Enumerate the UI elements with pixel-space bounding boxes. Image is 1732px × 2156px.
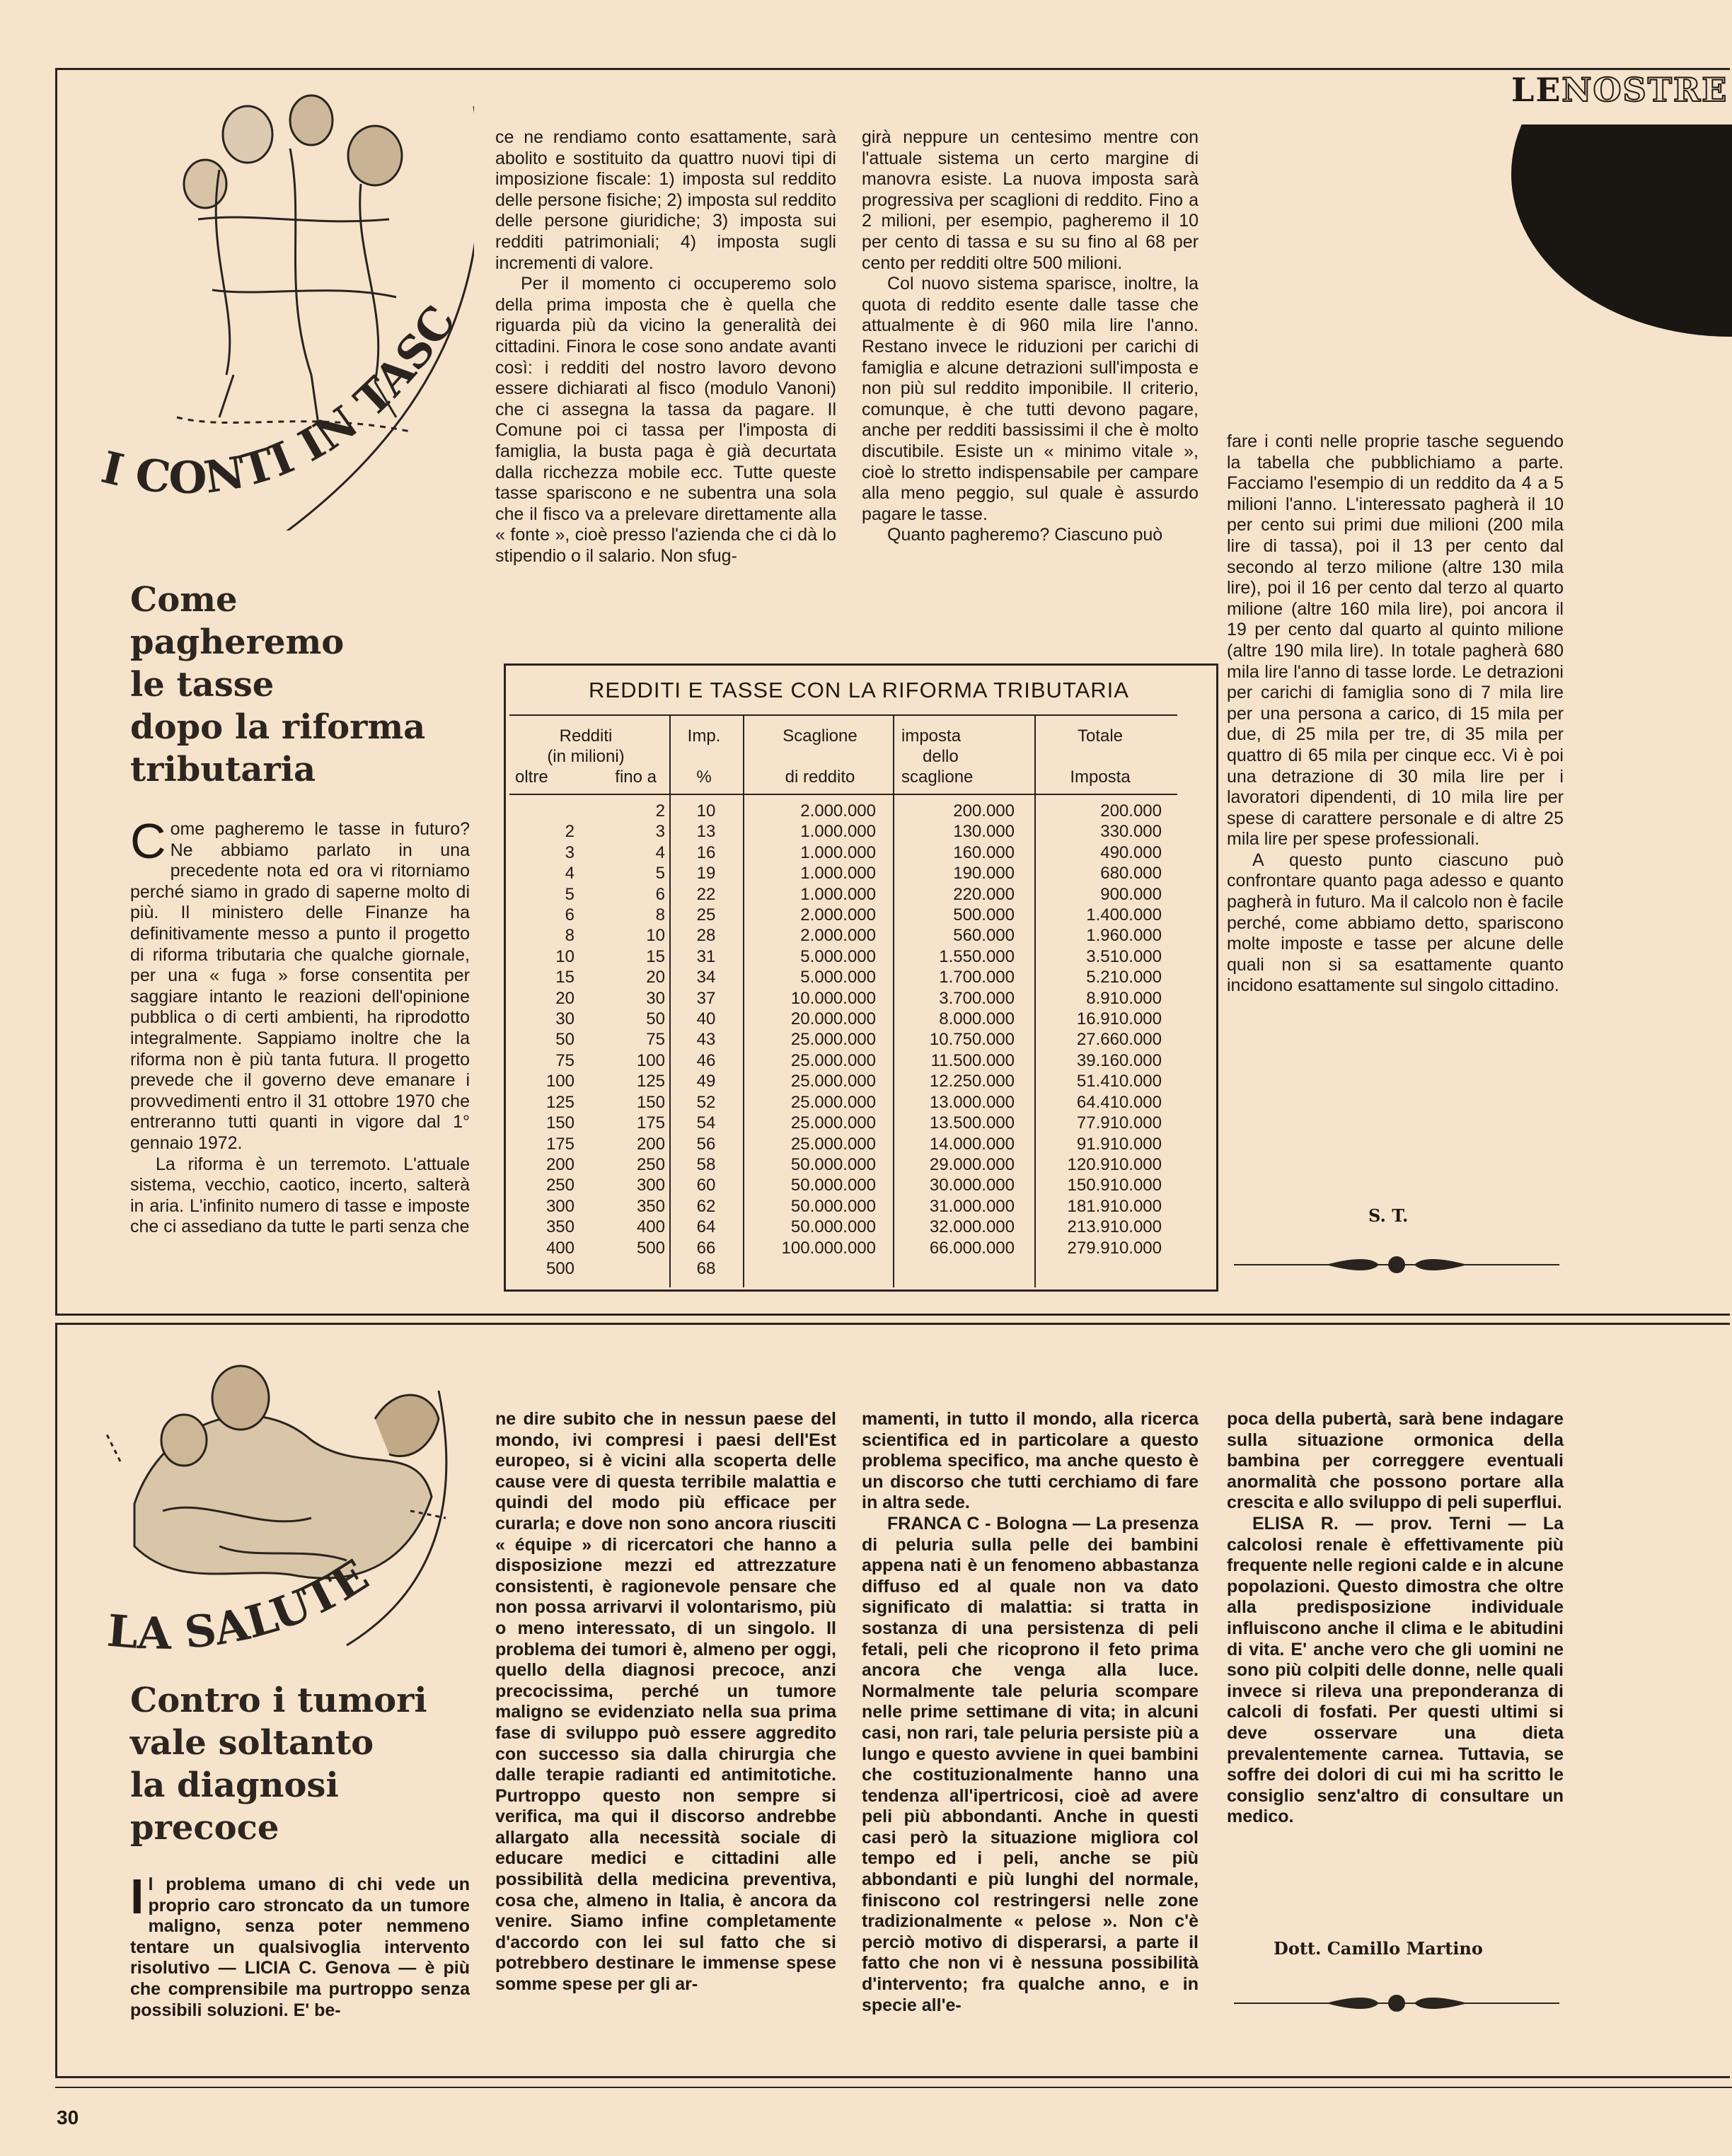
ornament-divider: [1234, 1989, 1559, 2017]
cell-fino: 200: [636, 1134, 665, 1154]
cell-imposta: 10.750.000: [929, 1030, 1015, 1050]
cell-fino: 125: [636, 1072, 665, 1091]
cell-oltre: 300: [545, 1196, 575, 1216]
cell-oltre: 30: [555, 1009, 575, 1029]
cell-oltre: 150: [545, 1113, 575, 1133]
ornament-divider: [1234, 1251, 1559, 1279]
cell-scaglione: 5.000.000: [800, 968, 876, 987]
table-row: [508, 1196, 1162, 1217]
cell-totale: 181.910.000: [1067, 1196, 1162, 1216]
col-head-totale: Totale Imposta: [1070, 726, 1131, 787]
table-row: [508, 801, 1162, 821]
article2-title: Contro i tumori vale soltanto la diagnosi precoce: [130, 1681, 427, 1848]
cell-scaglione: 2.000.000: [800, 801, 876, 821]
table-header-rule: [509, 794, 1177, 795]
cell-imp: 62: [696, 1196, 716, 1216]
table-row: [508, 1238, 1162, 1258]
cell-totale: 279.910.000: [1067, 1238, 1162, 1258]
cell-oltre: 10: [555, 946, 575, 966]
cell-imposta: 31.000.000: [929, 1196, 1015, 1216]
cell-totale: 16.910.000: [1076, 1009, 1162, 1029]
signature-martino: Dott. Camillo Martino: [1274, 1938, 1483, 1959]
article2-column-2: ne dire subito che in nessun paese del mondo, ivi compresi i paesi dell'Est europeo, si è vicini alla scoperta delle cause vere di questa terribile malattia e quindi del modo più efficace per curarla; e dove non sono ancora riusciti « équipe » di ricercatori che hanno a disposizione mezzi ed attrezzature consistenti, è ragionevole pensare che non possa arrivarvi il volontarismo, più o meno interessato, di un singolo. Il problema dei tumori è, almeno per oggi, quello della diagnosi precoce, anzi precocissima, perché un tumore maligno se evidenziato nella sua prima fase di sviluppo può essere aggredito con successo sia dalla chirurgia che dalle terapie radianti ed antimitotiche. Purtroppo questo non sempre si verifica, ma qui il discorso andrebbe allargato alla necessità sociale di educare medici e cittadini alle possibilità della medicina preventiva, cosa che, almeno in Italia, è ancora da venire. Siamo infine completamente d'accordo con lei sul fatto che si potrebbero destinare le immense spese somme spese per gli ar-: [495, 1409, 836, 1995]
cell-imposta: 190.000: [953, 864, 1015, 883]
table-row: [508, 1217, 1162, 1237]
cell-imp: 68: [696, 1258, 716, 1278]
cell-totale: 51.410.000: [1076, 1072, 1162, 1091]
cell-imposta: 130.000: [953, 822, 1015, 842]
cell-imposta: 560.000: [953, 926, 1015, 946]
article2-column-4: poca della pubertà, sarà bene indagare sulla situazione ormonica della bambina per correggere eventuali anormalità che possono portare alla crescita e allo sviluppo di peli superflui. ELISA R. — prov. Terni — La calcolosi renale è effettivamente più frequente nelle regioni calde e in alcune popolazioni. Questo dimostra che oltre alla predisposizione individuale influiscono anche il clima e le abitudini di vita. E' anche vero che gli uomini ne sono più colpiti delle donne, nelle quali invece si rileva una preponderanza di calcoli di fosfati. Per questi ultimi si deve osservare una dieta prevalentemente carnea. Tuttavia, se soffre dei dolori di cui mi ha scritto le consiglio senz'altro di consultare un medico.: [1227, 1409, 1564, 1827]
table-row: [508, 1258, 1162, 1279]
cell-oltre: 20: [555, 988, 575, 1008]
cell-totale: 1.400.000: [1086, 905, 1162, 925]
cell-fino: 250: [636, 1154, 665, 1174]
cell-scaglione: 25.000.000: [790, 1134, 876, 1154]
cell-totale: 39.160.000: [1076, 1050, 1162, 1070]
cell-imp: 58: [696, 1154, 716, 1174]
dropcap: I: [130, 1869, 144, 1924]
table-row: [508, 1154, 1162, 1175]
cell-imp: 10: [696, 801, 716, 821]
cell-fino: 75: [646, 1030, 665, 1050]
cell-imposta: 3.700.000: [939, 988, 1015, 1008]
table-row: [508, 1092, 1162, 1113]
table-row: [508, 988, 1162, 1009]
cell-imp: 54: [696, 1113, 716, 1133]
cell-imposta: [893, 1258, 1034, 1279]
cell-oltre: 250: [545, 1176, 575, 1195]
cell-oltre: 175: [545, 1134, 575, 1154]
cell-fino: 150: [636, 1092, 665, 1112]
article1-column-4: fare i conti nelle proprie tasche seguendo la tabella che pubblichiamo a parte. Facciamo l'esempio di un reddito da 4 a 5 milioni l'anno. L'interessato pagherà il 10 per cento sui primi due milioni (200 mila lire di tassa), poi il 13 per cento dal secondo al terzo milione (altre 130 mila lire), poi il 16 per cento dal terzo al quarto milione (altre 160 mila lire), poi ancora il 19 per cento dal quarto al quinto milione (altre 190 mila lire). In totale pagherà 680 mila lire l'anno di tasse lorde. Le detrazioni per carichi di famiglia sono di 7 mila lire per una persona a carico, di 15 mila per due, di 25 mila per tre, di 35 mila per quattro di 65 mila per cinque ecc. Vi è poi una detrazione di 30 mila lire per i lavoratori dipendenti, di 10 mila lire per spese di carattere personale e di altre 25 mila lire per spese professionali. A questo punto ciascuno può confrontare quanto paga adesso e quanto pagherà in futuro. Ma il calcolo non è facile perché, come abbiamo detto, spariscono molte imposte e tasse per alcune delle quali non si sa esattamente quanto incidono esattamente sul singolo cittadino.: [1227, 431, 1564, 996]
cell-scaglione: 2.000.000: [800, 905, 876, 925]
cell-fino: 6: [655, 884, 665, 904]
cell-fino: 10: [646, 926, 665, 946]
cell-imposta: 66.000.000: [929, 1238, 1015, 1258]
table-row: [508, 905, 1162, 925]
cell-imp: 22: [696, 884, 716, 904]
cell-oltre: 500: [545, 1258, 575, 1278]
cell-oltre: 200: [545, 1154, 575, 1174]
cell-oltre: 125: [545, 1092, 575, 1112]
cell-oltre: 3: [565, 842, 575, 862]
cell-scaglione: 50.000.000: [790, 1154, 876, 1174]
cell-oltre: 75: [555, 1050, 575, 1070]
cell-imp: 52: [696, 1092, 716, 1112]
table-row: [508, 884, 1162, 905]
section-tag: LENOSTRE: [1511, 71, 1728, 109]
cell-scaglione: 25.000.000: [790, 1050, 876, 1070]
cell-scaglione: 20.000.000: [790, 1009, 876, 1029]
cell-totale: 3.510.000: [1086, 946, 1162, 966]
cell-totale: 8.910.000: [1086, 988, 1162, 1008]
cell-fino: 3: [655, 822, 665, 842]
table-row: [508, 821, 1162, 842]
cell-imp: 46: [696, 1050, 716, 1070]
cell-oltre: 15: [555, 968, 575, 987]
cell-scaglione: 25.000.000: [790, 1092, 876, 1112]
col-head-scaglione: Scaglione di reddito: [783, 726, 858, 787]
cell-imposta: 200.000: [953, 801, 1015, 821]
cell-fino: 2: [655, 801, 665, 821]
cell-fino: 100: [636, 1050, 665, 1070]
cell-fino: 400: [636, 1217, 665, 1237]
cell-scaglione: 25.000.000: [790, 1072, 876, 1091]
article1-column-3: girà neppure un centesimo mentre con l'attuale sistema un certo margine di manovra esiste. La nuova imposta sarà progressiva per scaglioni di reddito. Fino a 2 milioni, per esempio, pagheremo il 10 per cento di tassa e su su fino al 68 per cento per redditi oltre 500 milioni. Col nuovo sistema sparisce, inoltre, la quota di reddito esente dalle tasse che attualmente è di 960 mila lire l'anno. Restano invece le riduzioni per carichi di famiglia e alcune detrazioni sull'imposta e non più sul reddito imponibile. Il criterio, comunque, è che tutti devono pagare, anche per redditi bassissimi il che è molto discutibile. Esiste un « minimo vitale », cioè lo stretto indispensabile per campare alla meno peggio, sul quale è assurdo pagare le tasse. Quanto pagheremo? Ciascuno può: [862, 127, 1199, 545]
rubric-i-conti-in-tasca: [78, 78, 474, 531]
cell-imposta: 1.550.000: [939, 946, 1015, 966]
signature-st: S. T.: [1368, 1205, 1409, 1226]
cell-imp: 16: [696, 842, 716, 862]
cell-totale: 150.910.000: [1067, 1176, 1162, 1195]
cell-scaglione: 25.000.000: [790, 1030, 876, 1050]
article1-column-2: ce ne rendiamo conto esattamente, sarà abolito e sostituito da quattro nuovi tipi di imposizione fiscale: 1) imposta sul reddito delle persone fisiche; 2) imposta sul reddito delle persone giuridiche; 3) imposta sui redditi patrimoniali; 4) imposta sugli incrementi di valore. Per il momento ci occuperemo solo della prima imposta che è quella che riguarda più da vicino la generalità dei cittadini. Finora le cose sono andate avanti così: i redditi del nostro lavoro devono essere dichiarati al fisco (modulo Vanoni) che ci assegna la tassa da pagare. Il Comune poi ci tassa per l'imposta di famiglia, la busta paga è già decurtata dalla ricchezza mobile ecc. Tutte queste tasse spariscono e ne subentra una sola che il fisco va a prelevare direttamente alla « fonte », cioè presso l'azienda che ci dà lo stipendio o il salario. Non sfug-: [495, 127, 836, 566]
cell-imposta: 14.000.000: [929, 1134, 1015, 1154]
cell-fino: [579, 1258, 669, 1279]
cell-scaglione: 50.000.000: [790, 1196, 876, 1216]
col-head-imp: Imp. %: [687, 726, 721, 787]
cell-imp: 19: [696, 864, 716, 883]
cell-imp: 43: [696, 1030, 716, 1050]
cell-totale: 91.910.000: [1076, 1134, 1162, 1154]
cell-imposta: 13.500.000: [929, 1113, 1015, 1133]
cell-imp: 56: [696, 1134, 716, 1154]
cell-imp: 49: [696, 1072, 716, 1091]
table-row: [508, 1113, 1162, 1133]
cell-totale: 900.000: [1100, 884, 1162, 904]
black-half-disc: [1511, 124, 1732, 337]
tax-table-body: [508, 801, 1162, 1279]
cell-imposta: 220.000: [953, 884, 1015, 904]
cell-scaglione: 1.000.000: [800, 864, 876, 883]
cell-scaglione: 50.000.000: [790, 1176, 876, 1195]
cell-scaglione: 50.000.000: [790, 1217, 876, 1237]
cell-imp: 64: [696, 1217, 716, 1237]
cell-scaglione: 100.000.000: [781, 1238, 876, 1258]
table-row: [508, 925, 1162, 946]
cell-scaglione: 1.000.000: [800, 842, 876, 862]
cell-fino: 50: [646, 1009, 665, 1029]
cell-imposta: 12.250.000: [929, 1072, 1015, 1091]
cell-fino: 8: [655, 905, 665, 925]
cell-fino: 5: [655, 864, 665, 883]
page-number: 30: [57, 2106, 79, 2128]
cell-imposta: 11.500.000: [930, 1050, 1015, 1070]
table-row: [508, 842, 1162, 863]
cell-fino: 350: [636, 1196, 665, 1216]
cell-totale: 490.000: [1100, 842, 1162, 862]
cell-totale: 64.410.000: [1076, 1092, 1162, 1112]
tax-table: [508, 801, 1162, 1279]
table-row: [508, 1009, 1162, 1029]
cell-oltre: 8: [565, 926, 575, 946]
table-row: [508, 1071, 1162, 1091]
cell-oltre: 6: [565, 905, 575, 925]
cell-fino: 15: [646, 946, 665, 966]
cell-imposta: 30.000.000: [929, 1176, 1015, 1195]
cell-scaglione: [743, 1258, 893, 1279]
cell-oltre: [508, 801, 579, 821]
cell-fino: 4: [655, 842, 665, 862]
cell-scaglione: 25.000.000: [790, 1113, 876, 1133]
table-title-rule: [509, 714, 1177, 716]
col-head-redditi: Redditi (in milioni) oltre fino a: [515, 726, 657, 787]
article2-column-1: Il problema umano di chi vede un proprio caro stroncato da un tumore maligno, senza poter nemmeno tentare un qualsivoglia intervento risolutivo — LICIA C. Genova — è più che comprensibile ma purtroppo senza possibili soluzioni. E' be-: [130, 1869, 470, 2020]
cell-oltre: 5: [565, 884, 575, 904]
cell-totale: 680.000: [1100, 864, 1162, 883]
cell-totale: 77.910.000: [1076, 1113, 1162, 1133]
cell-fino: 500: [636, 1238, 665, 1258]
svg-text:LA SALUTE: LA SALUTE: [105, 1549, 378, 1659]
cell-scaglione: 1.000.000: [800, 884, 876, 904]
cell-totale: 120.910.000: [1067, 1154, 1162, 1174]
cell-totale: 5.210.000: [1086, 968, 1162, 987]
cell-totale: 1.960.000: [1086, 926, 1162, 946]
cell-imp: 13: [696, 822, 716, 842]
classical-figures-illustration: [106, 1366, 446, 1578]
cell-oltre: 50: [555, 1030, 575, 1050]
cell-imposta: 1.700.000: [939, 968, 1015, 987]
cell-fino: 20: [646, 968, 665, 987]
table-row: [508, 1134, 1162, 1154]
cell-imp: 37: [696, 988, 716, 1008]
table-row: [508, 967, 1162, 987]
cell-imp: 40: [696, 1009, 716, 1029]
col-head-imposta: imposta dello scaglione: [901, 726, 974, 787]
article2-column-3: mamenti, in tutto il mondo, alla ricerca scientifica ed in particolare a questo problema specifico, ma anche questo è un discorso che tutti cerchiamo di fare in altra sede. FRANCA C - Bologna — La presenza di peluria sulla pelle dei bambini appena nati è un fenomeno abbastanza diffuso ed al quale non va dato significato di malattia: si tratta in sostanza di una persistenza di peli fetali, peli che ricoprono il feto prima ancora che venga alla luce. Normalmente tale peluria scompare nelle prime settimane di vita; in alcuni casi, non rari, tale peluria persiste più a lungo e questo avviene in quei bambini che costituzionalmente hanno una tendenza all'ipertricosi, cioè ad avere peli più abbondanti. Anche in questi casi però la situazione migliora col tempo ed i peli, anche se più abbondanti e più lunghi del normale, finiscono col restringersi nelle zone tradizionalmente « pelose ». Non c'è perciò motivo di disperarsi, a parte il fatto che non vi è nessuna possibilità d'intervento; fra qualche anno, e in specie all'e-: [862, 1409, 1199, 2015]
cell-fino: 300: [636, 1176, 665, 1195]
cell-imposta: 32.000.000: [929, 1217, 1015, 1237]
cell-imposta: 13.000.000: [929, 1092, 1015, 1112]
cell-imp: 60: [696, 1176, 716, 1195]
cell-totale: 200.000: [1100, 801, 1162, 821]
cell-scaglione: 10.000.000: [790, 988, 876, 1008]
cell-scaglione: 1.000.000: [800, 822, 876, 842]
cell-totale: [1034, 1258, 1162, 1279]
dropcap: C: [130, 813, 166, 869]
cell-imp: 66: [696, 1238, 716, 1258]
cell-scaglione: 5.000.000: [800, 946, 876, 966]
cell-imposta: 8.000.000: [939, 1009, 1015, 1029]
cell-totale: 330.000: [1100, 822, 1162, 842]
cell-imp: 28: [696, 926, 716, 946]
cell-oltre: 100: [545, 1072, 575, 1091]
article1-title: Come pagheremo le tasse dopo la riforma tributaria: [130, 580, 426, 789]
table-row: [508, 1029, 1162, 1050]
cell-imp: 34: [696, 968, 716, 987]
cell-fino: 30: [646, 988, 665, 1008]
svg-text:I CONTI IN TASCA: I CONTI IN TASC: [96, 296, 466, 504]
table-row: [508, 946, 1162, 967]
cell-imposta: 160.000: [953, 842, 1015, 862]
cell-oltre: 400: [545, 1238, 575, 1258]
cell-totale: 213.910.000: [1067, 1217, 1162, 1237]
cell-oltre: 350: [545, 1217, 575, 1237]
cell-oltre: 2: [565, 822, 575, 842]
rubric-la-salute: [78, 1334, 474, 1688]
article1-column-1: Come pagheremo le tasse in futuro? Ne abbiamo parlato in una precedente nota ed ora vi ritorniamo perché siamo in grado di saperne molto di più. Il ministero delle Finanze ha definitivamente messo a punto il progetto di riforma tributaria che qualche giornale, per una « fuga » forse consentita per saggiare intanto le reazioni dell'opinione pubblica o di certi ambienti, ha riprodotto integralmente. Sappiamo inoltre che la riforma non è più tanta futura. Il progetto prevede che il governo deve emanare i provvedimenti entro il 31 ottobre 1970 che entreranno tutti quanti in vigore dal 1° gennaio 1972. La riforma è un terremoto. L'attuale sistema, vecchio, caotico, incerto, salterà in aria. L'infinito numero di tasse e imposte che ci assediano da tutte le parti senza che: [130, 813, 470, 1237]
cell-imp: 31: [696, 946, 716, 966]
table-row: [508, 863, 1162, 883]
bottom-rule: [55, 2087, 1732, 2088]
table-row: [508, 1050, 1162, 1071]
table-row: [508, 1175, 1162, 1195]
cell-imposta: 29.000.000: [929, 1154, 1015, 1174]
cell-fino: 175: [636, 1113, 665, 1133]
cell-imp: 25: [696, 905, 716, 925]
cell-scaglione: 2.000.000: [800, 926, 876, 946]
cell-imposta: 500.000: [953, 905, 1015, 925]
cell-totale: 27.660.000: [1076, 1030, 1162, 1050]
cell-oltre: 4: [565, 864, 575, 883]
table-title: REDDITI E TASSE CON LA RIFORMA TRIBUTARIA: [589, 678, 1129, 702]
